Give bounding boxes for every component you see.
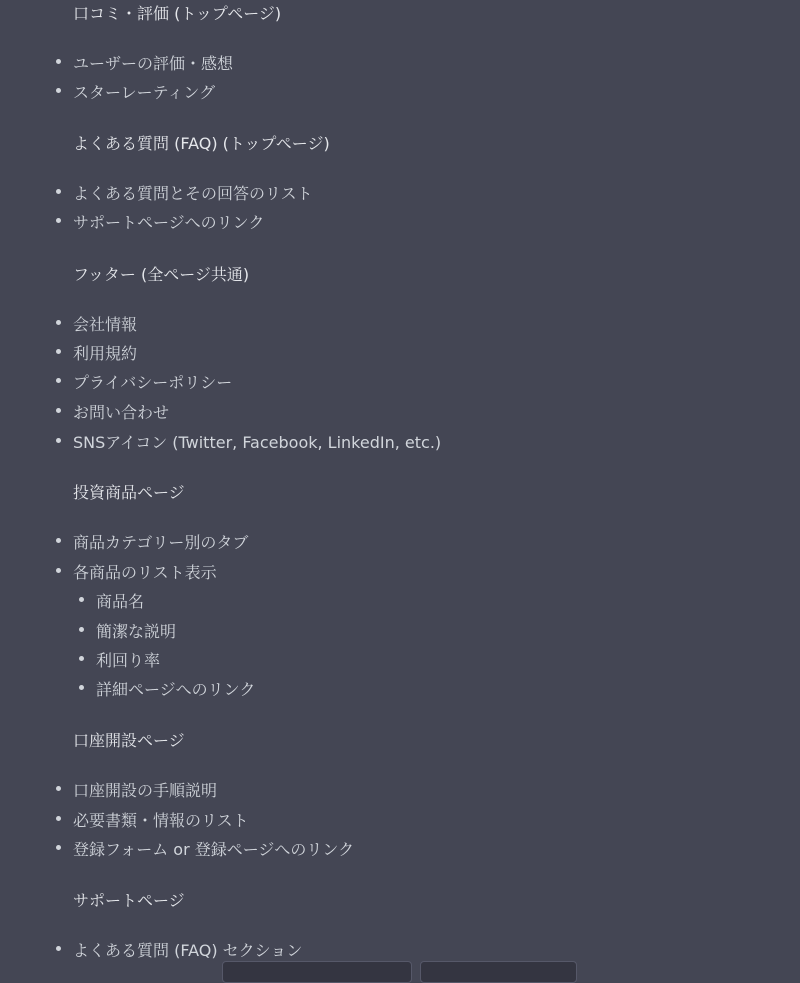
- bullet-icon: [56, 946, 61, 951]
- bullet-icon: [56, 88, 61, 93]
- bullet-icon: [79, 656, 84, 661]
- bullet-icon: [56, 218, 61, 223]
- bullet-icon: [56, 320, 61, 325]
- bullet-icon: [56, 189, 61, 194]
- section-title: サポートページ: [73, 891, 185, 910]
- bullet-icon: [79, 597, 84, 602]
- continue-button[interactable]: [420, 961, 577, 983]
- bullet-icon: [56, 568, 61, 573]
- bullet-icon: [56, 845, 61, 850]
- bullet-icon: [56, 816, 61, 821]
- bullet-icon: [56, 786, 61, 791]
- bullet-icon: [56, 378, 61, 383]
- bullet-icon: [79, 627, 84, 632]
- bullet-icon: [56, 349, 61, 354]
- bullet-icon: [56, 59, 61, 64]
- bullet-icon: [56, 408, 61, 413]
- section-title: 投資商品ページ: [73, 483, 185, 502]
- bullet-icon: [56, 438, 61, 443]
- regenerate-button[interactable]: [222, 961, 412, 983]
- section-title: 口座開設ページ: [73, 731, 185, 750]
- bullet-icon: [79, 685, 84, 690]
- section-title: フッター (全ページ共通): [73, 265, 250, 284]
- section-title: よくある質問 (FAQ) (トップページ): [73, 134, 330, 153]
- bullet-icon: [56, 538, 61, 543]
- section-title: 口コミ・評価 (トップページ): [73, 4, 282, 23]
